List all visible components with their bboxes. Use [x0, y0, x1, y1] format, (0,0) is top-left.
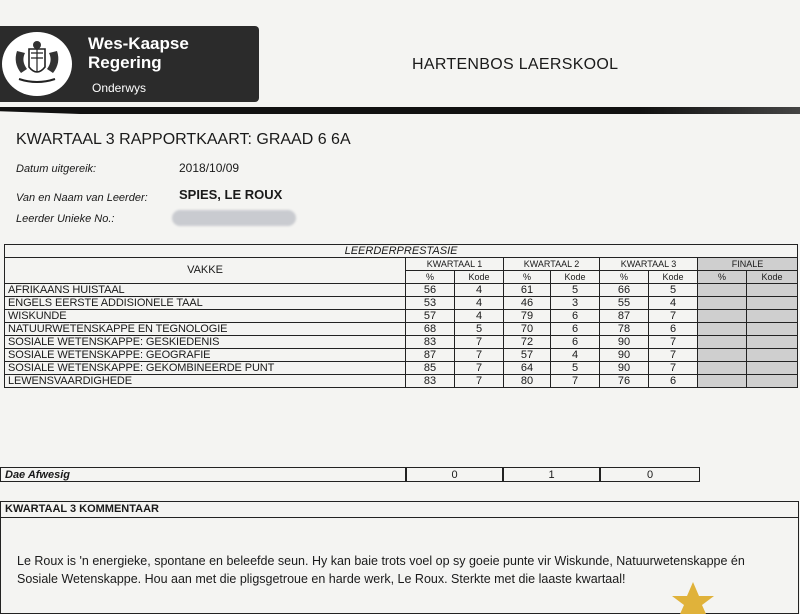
- final-code-cell: [747, 297, 798, 310]
- org-department: Onderwys: [92, 81, 147, 95]
- gold-star-sticker-icon: [668, 582, 718, 614]
- table-row: [5, 375, 798, 388]
- code-cell: 6: [551, 336, 600, 349]
- percent-cell: 72: [504, 336, 551, 349]
- final-code-cell: [747, 310, 798, 323]
- grade-rows: [5, 284, 798, 388]
- final-percent-cell: [698, 323, 747, 336]
- code-header: Kode: [747, 271, 798, 284]
- org-name-line1: Wes-Kaapse: [88, 34, 189, 53]
- issue-date-label: Datum uitgereik:: [16, 163, 97, 175]
- code-header: Kode: [649, 271, 698, 284]
- final-percent-cell: [698, 336, 747, 349]
- final-percent-cell: [698, 297, 747, 310]
- coat-of-arms-logo: [2, 32, 72, 96]
- term1-header: KWARTAAL 1: [406, 258, 504, 271]
- final-percent-cell: [698, 362, 747, 375]
- learner-id-label: Leerder Unieke No.:: [16, 213, 115, 225]
- code-cell: 7: [649, 349, 698, 362]
- table-row: [5, 297, 798, 310]
- learner-name-label: Van en Naam van Leerder:: [16, 192, 148, 204]
- final-code-cell: [747, 323, 798, 336]
- final-code-cell: [747, 284, 798, 297]
- percent-cell: 76: [600, 375, 649, 388]
- code-cell: 4: [551, 349, 600, 362]
- percent-cell: 70: [504, 323, 551, 336]
- code-cell: 7: [455, 336, 504, 349]
- percent-cell: 61: [504, 284, 551, 297]
- table-row: [5, 323, 798, 336]
- days-absent-label: Dae Afwesig: [0, 467, 406, 482]
- term2-header: KWARTAAL 2: [504, 258, 600, 271]
- percent-cell: 56: [406, 284, 455, 297]
- code-cell: 7: [649, 310, 698, 323]
- subject-name: LEWENSVAARDIGHEDE: [5, 375, 406, 388]
- table-row: [5, 362, 798, 375]
- school-name: HARTENBOS LAERSKOOL: [412, 56, 619, 73]
- days-absent-term2: 1: [503, 467, 600, 482]
- percent-cell: 64: [504, 362, 551, 375]
- table-row: [5, 336, 798, 349]
- coat-of-arms-icon: [7, 39, 67, 89]
- code-cell: 6: [649, 375, 698, 388]
- percent-cell: 90: [600, 336, 649, 349]
- percent-header: %: [406, 271, 455, 284]
- final-header: FINALE: [698, 258, 798, 271]
- code-cell: 7: [455, 375, 504, 388]
- code-cell: 6: [551, 310, 600, 323]
- code-cell: 6: [649, 323, 698, 336]
- final-percent-cell: [698, 284, 747, 297]
- code-cell: 4: [649, 297, 698, 310]
- code-cell: 7: [551, 375, 600, 388]
- code-header: Kode: [455, 271, 504, 284]
- code-cell: 7: [649, 336, 698, 349]
- percent-cell: 90: [600, 349, 649, 362]
- final-code-cell: [747, 362, 798, 375]
- days-absent-row: [0, 467, 800, 482]
- comment-title: KWARTAAL 3 KOMMENTAAR: [1, 502, 798, 518]
- subject-name: ENGELS EERSTE ADDISIONELE TAAL: [5, 297, 406, 310]
- percent-cell: 87: [600, 310, 649, 323]
- percent-cell: 53: [406, 297, 455, 310]
- code-cell: 5: [649, 284, 698, 297]
- final-percent-cell: [698, 349, 747, 362]
- code-cell: 5: [551, 284, 600, 297]
- percent-cell: 68: [406, 323, 455, 336]
- percent-cell: 80: [504, 375, 551, 388]
- final-code-cell: [747, 375, 798, 388]
- percent-cell: 78: [600, 323, 649, 336]
- percent-cell: 66: [600, 284, 649, 297]
- subject-name: AFRIKAANS HUISTAAL: [5, 284, 406, 297]
- percent-cell: 55: [600, 297, 649, 310]
- subject-header: VAKKE: [5, 258, 406, 284]
- percent-header: %: [504, 271, 551, 284]
- report-title: KWARTAAL 3 RAPPORTKAART: GRAAD 6 6A: [16, 131, 351, 148]
- subject-name: WISKUNDE: [5, 310, 406, 323]
- table-row: [5, 349, 798, 362]
- days-absent-term3: 0: [600, 467, 700, 482]
- code-cell: 5: [455, 323, 504, 336]
- table-row: [5, 310, 798, 323]
- code-header: Kode: [551, 271, 600, 284]
- learner-id-redacted: [172, 210, 296, 226]
- percent-cell: 57: [504, 349, 551, 362]
- comment-text: Le Roux is 'n energieke, spontane en beleefde seun. Hy kan baie trots voel op sy goeie punte vir Wiskunde, Natuurwetenskappe én Sosiale Wetenskappe. Hou aan met die pligsgetroue en harde werk, Le Roux. Sterkte met die laaste kwartaal!: [17, 554, 745, 586]
- issue-date-value: 2018/10/09: [179, 161, 240, 175]
- code-cell: 3: [551, 297, 600, 310]
- grades-table: [4, 244, 798, 388]
- final-code-cell: [747, 349, 798, 362]
- percent-cell: 85: [406, 362, 455, 375]
- code-cell: 5: [551, 362, 600, 375]
- percent-cell: 83: [406, 336, 455, 349]
- final-percent-cell: [698, 310, 747, 323]
- subject-name: SOSIALE WETENSKAPPE: GEKOMBINEERDE PUNT: [5, 362, 406, 375]
- code-cell: 4: [455, 297, 504, 310]
- final-code-cell: [747, 336, 798, 349]
- header-divider: [0, 107, 800, 114]
- code-cell: 6: [551, 323, 600, 336]
- days-absent-term1: 0: [406, 467, 503, 482]
- percent-cell: 57: [406, 310, 455, 323]
- learner-name-value: SPIES, LE ROUX: [179, 187, 283, 202]
- subject-name: NATUURWETENSKAPPE EN TEGNOLOGIE: [5, 323, 406, 336]
- code-cell: 7: [649, 362, 698, 375]
- percent-cell: 87: [406, 349, 455, 362]
- percent-cell: 79: [504, 310, 551, 323]
- subject-name: SOSIALE WETENSKAPPE: GEOGRAFIE: [5, 349, 406, 362]
- term3-header: KWARTAAL 3: [600, 258, 698, 271]
- percent-cell: 90: [600, 362, 649, 375]
- percent-cell: 83: [406, 375, 455, 388]
- percent-header: %: [698, 271, 747, 284]
- code-cell: 4: [455, 310, 504, 323]
- code-cell: 4: [455, 284, 504, 297]
- section-title: LEERDERPRESTASIE: [5, 245, 798, 258]
- table-row: [5, 284, 798, 297]
- org-name-line2: Regering: [88, 53, 162, 72]
- code-cell: 7: [455, 362, 504, 375]
- final-percent-cell: [698, 375, 747, 388]
- percent-header: %: [600, 271, 649, 284]
- percent-cell: 46: [504, 297, 551, 310]
- code-cell: 7: [455, 349, 504, 362]
- subject-name: SOSIALE WETENSKAPPE: GESKIEDENIS: [5, 336, 406, 349]
